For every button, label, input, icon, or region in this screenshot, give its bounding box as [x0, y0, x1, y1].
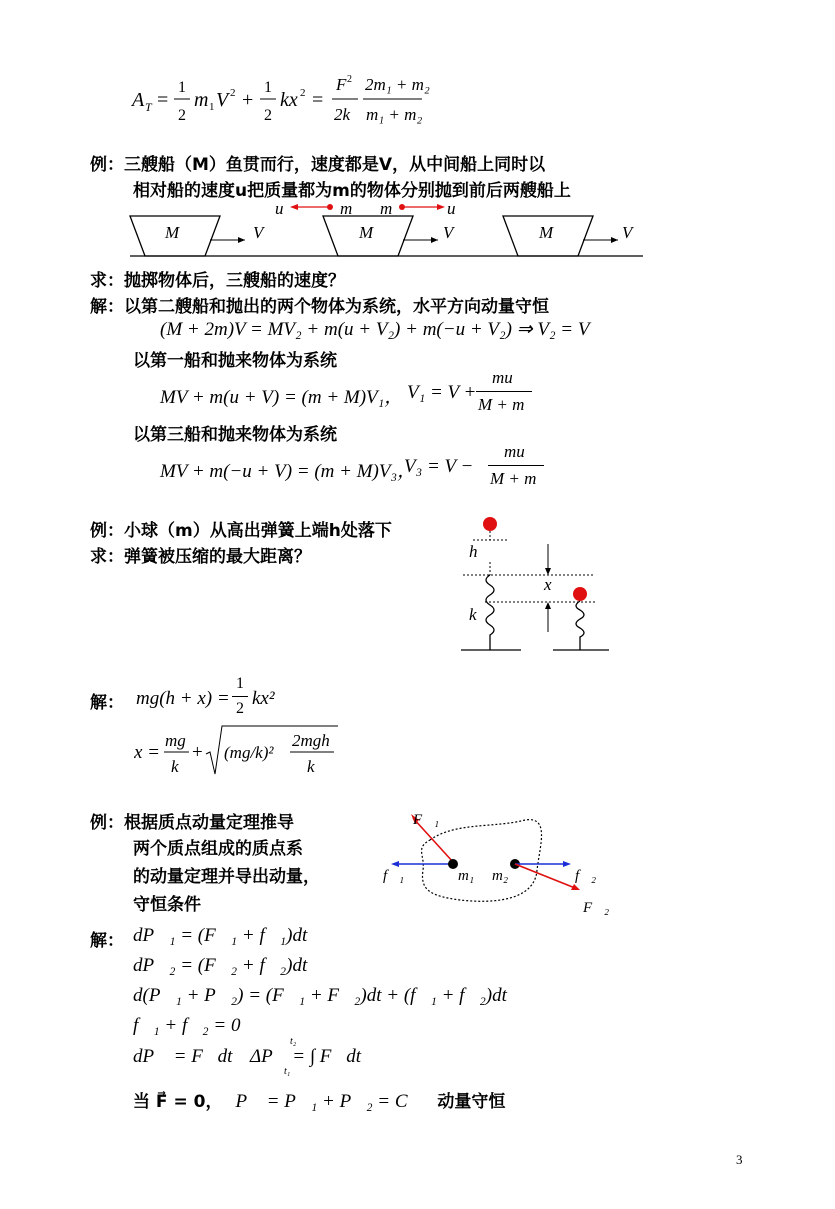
- boats-figure: [125, 198, 645, 264]
- boat-2-v: V: [443, 223, 454, 242]
- ex1-eq2-bar: [476, 391, 532, 392]
- ball-initial: [483, 517, 497, 531]
- ex2-eq2-x: x =: [134, 742, 161, 763]
- eq-equals-1: =: [157, 89, 169, 111]
- eq-equals-2: =: [312, 89, 324, 111]
- f2-label: f⃗₂: [575, 868, 597, 884]
- spring-2: [576, 601, 584, 650]
- eq-lhs-sub: T: [145, 100, 152, 114]
- eq-half-num-2: 1: [264, 79, 272, 96]
- F2-label: F⃗₂: [583, 900, 610, 916]
- eq-t1-v: V: [216, 89, 229, 111]
- ex3-e4: f⃗₁ + f⃗₂ = 0: [133, 1015, 241, 1036]
- ex1-eq3b: V₃ = V −: [404, 456, 474, 477]
- boat-2-arrowhead: [431, 237, 438, 243]
- ex3-line2: 两个质点组成的质点系: [133, 839, 303, 859]
- eq-f-pow: 2: [347, 74, 352, 85]
- page-number: 3: [736, 1152, 743, 1167]
- equation-kinetic-energy: [130, 70, 450, 134]
- eq-plus: +: [242, 89, 254, 111]
- ex2-eq2-sq-den: k: [307, 757, 315, 776]
- f1-label: f⃗₁: [383, 868, 405, 884]
- ex3-int-bot: t₁: [284, 1066, 291, 1077]
- F2-arrow: [515, 864, 575, 888]
- ex3-line3: 的动量定理并导出动量，: [133, 867, 320, 887]
- k-label: k: [469, 605, 477, 624]
- ex1-line1: 例：三艘船（M）鱼贯而行，速度都是V，从中间船上同时以: [90, 155, 546, 175]
- ex1-step3: 以第三船和抛来物体为系统: [133, 425, 337, 445]
- ex3-e3: d(P⃗₁ + P⃗₂) = (F⃗₁ + F⃗₂)dt + (f⃗₁ + f⃗₂)dt: [133, 985, 507, 1006]
- eq-half-den: 2: [178, 107, 186, 124]
- u-left-arrowhead: [290, 204, 298, 210]
- ex1-eq3a: MV + m(−u + V) = (m + M)V₃，: [160, 461, 417, 482]
- boat-1-v: V: [253, 223, 264, 242]
- ex1-eq2-num: mu: [492, 368, 513, 387]
- ex3-e1: dP⃗₁ = (F⃗₁ + f⃗₁)dt: [133, 925, 308, 946]
- ex1-ask: 求：抛掷物体后，三艘船的速度？: [90, 271, 345, 291]
- ex1-step2: 以第一船和抛来物体为系统: [133, 351, 337, 371]
- ex1-eq3-num: mu: [504, 442, 525, 461]
- h-label: h: [469, 542, 478, 561]
- ex3-condition: [133, 1087, 505, 1113]
- system-boundary: [422, 820, 542, 902]
- ex2-eq2-plus: +: [192, 742, 203, 763]
- ex1-eq2b: V₁ = V +: [407, 382, 477, 403]
- ex3-cond-a: 当 F⃗ = 0，: [133, 1092, 223, 1112]
- eq-t2: kx: [280, 89, 298, 111]
- ex1-solution: 解：以第二艘船和抛出的两个物体为系统，水平方向动量守恒: [90, 297, 549, 317]
- ex1-eq2-den: M + m: [478, 395, 525, 414]
- particle-m1: [448, 859, 458, 869]
- x-label: x: [544, 575, 552, 594]
- ex2-eq1a: mg(h + x) =: [136, 688, 230, 709]
- ex3-line1: 例：根据质点动量定理推导: [90, 813, 294, 833]
- eq-half-num: 1: [178, 79, 186, 96]
- ex3-int-top: t₂: [290, 1036, 297, 1047]
- ex2-line1: 例：小球（m）从高出弹簧上端h处落下: [90, 521, 392, 541]
- ex1-eq2a: MV + m(u + V) = (m + M)V₁，: [160, 387, 404, 408]
- boats-figure-svg: [125, 198, 645, 260]
- ex3-e5b: ΔP⃗ = ∫ F⃗dt: [250, 1046, 361, 1067]
- x-arrowhead-top: [545, 568, 551, 575]
- eq-f-den: 2k: [334, 105, 351, 124]
- ex2-eq2-mg: mg: [165, 731, 186, 750]
- boat-3-label: M: [539, 223, 554, 242]
- ex1-eq3-den: M + m: [490, 469, 537, 488]
- f1-arrowhead: [391, 861, 399, 867]
- F1-label: F⃗₁: [413, 812, 440, 828]
- ex2-eq2-k: k: [171, 757, 179, 776]
- ex2-eq1-bar: [232, 696, 248, 697]
- spring-figure-svg: [455, 510, 615, 660]
- spring-1: [486, 575, 494, 650]
- ex3-cond-b: P⃗ = P⃗₁ + P⃗₂ = C⃗: [235, 1091, 423, 1112]
- m-left-label: m: [340, 199, 353, 218]
- ex3-cond-c: 动量守恒: [437, 1092, 506, 1112]
- m-right-label: m: [380, 199, 393, 218]
- boat-1-label: M: [165, 223, 180, 242]
- eq-t1-sub: 1: [209, 101, 215, 113]
- m2-label: m₂: [492, 868, 509, 884]
- equation-kinetic-energy-svg: [130, 70, 450, 130]
- u-left-label: u: [275, 199, 284, 218]
- ex2-eq2-svg: [134, 722, 354, 782]
- u-right-label: u: [447, 199, 456, 218]
- eq-lhs: A: [132, 89, 145, 111]
- m1-label: m₁: [458, 868, 475, 884]
- spring-figure: [455, 510, 615, 664]
- eq-t1: m: [194, 89, 209, 111]
- ex3-sol-label: 解：: [90, 931, 124, 951]
- u-right-arrowhead: [437, 204, 445, 210]
- eq-f-num: F: [336, 75, 347, 94]
- boat-3-v: V: [622, 223, 633, 242]
- f2-arrowhead: [563, 861, 571, 867]
- ex3-line4: 守恒条件: [133, 895, 201, 915]
- eq-half-den-2: 2: [264, 107, 272, 124]
- ex1-line2: 相对船的速度u把质量都为m的物体分别抛到前后两艘船上: [133, 181, 571, 201]
- ball-compressed: [573, 587, 587, 601]
- ex2-ask: 求：弹簧被压缩的最大距离？: [90, 547, 311, 567]
- ex2-eq1-num: 1: [236, 675, 244, 692]
- ex2-eq2-sq-a: (mg/k)²: [224, 743, 274, 762]
- ex3-e2: dP⃗₂ = (F⃗₂ + f⃗₂)dt: [133, 955, 308, 976]
- eq-g-num: 2m₁ + m₂: [365, 75, 430, 94]
- eq-t1-pow: 2: [230, 87, 236, 99]
- ex2-eq2-sq-num: 2mgh: [292, 731, 330, 750]
- ex2-sol-label: 解：: [90, 693, 124, 713]
- ex1-eq3-bar: [488, 465, 544, 466]
- ex1-eq1: (M + 2m)V = MV₂ + m(u + V₂) + m(−u + V₂) ⇒ V₂ = V: [160, 319, 590, 340]
- x-arrowhead-bottom: [545, 602, 551, 609]
- eq-g-den: m₁ + m₂: [366, 105, 423, 124]
- mass-left-dot: [327, 204, 333, 210]
- particle-system-figure: [375, 800, 615, 924]
- eq-t2-pow: 2: [300, 87, 306, 99]
- ex2-eq1b: kx²: [252, 688, 275, 709]
- ex3-e5a: dP⃗ = F⃗dt，: [133, 1046, 248, 1067]
- boat-1-arrowhead: [238, 237, 245, 243]
- ex2-eq2: [134, 722, 354, 786]
- boat-2-label: M: [359, 223, 374, 242]
- particle-system-figure-svg: [375, 800, 615, 920]
- ex2-eq1-den: 2: [236, 700, 244, 717]
- boat-3-arrowhead: [611, 237, 618, 243]
